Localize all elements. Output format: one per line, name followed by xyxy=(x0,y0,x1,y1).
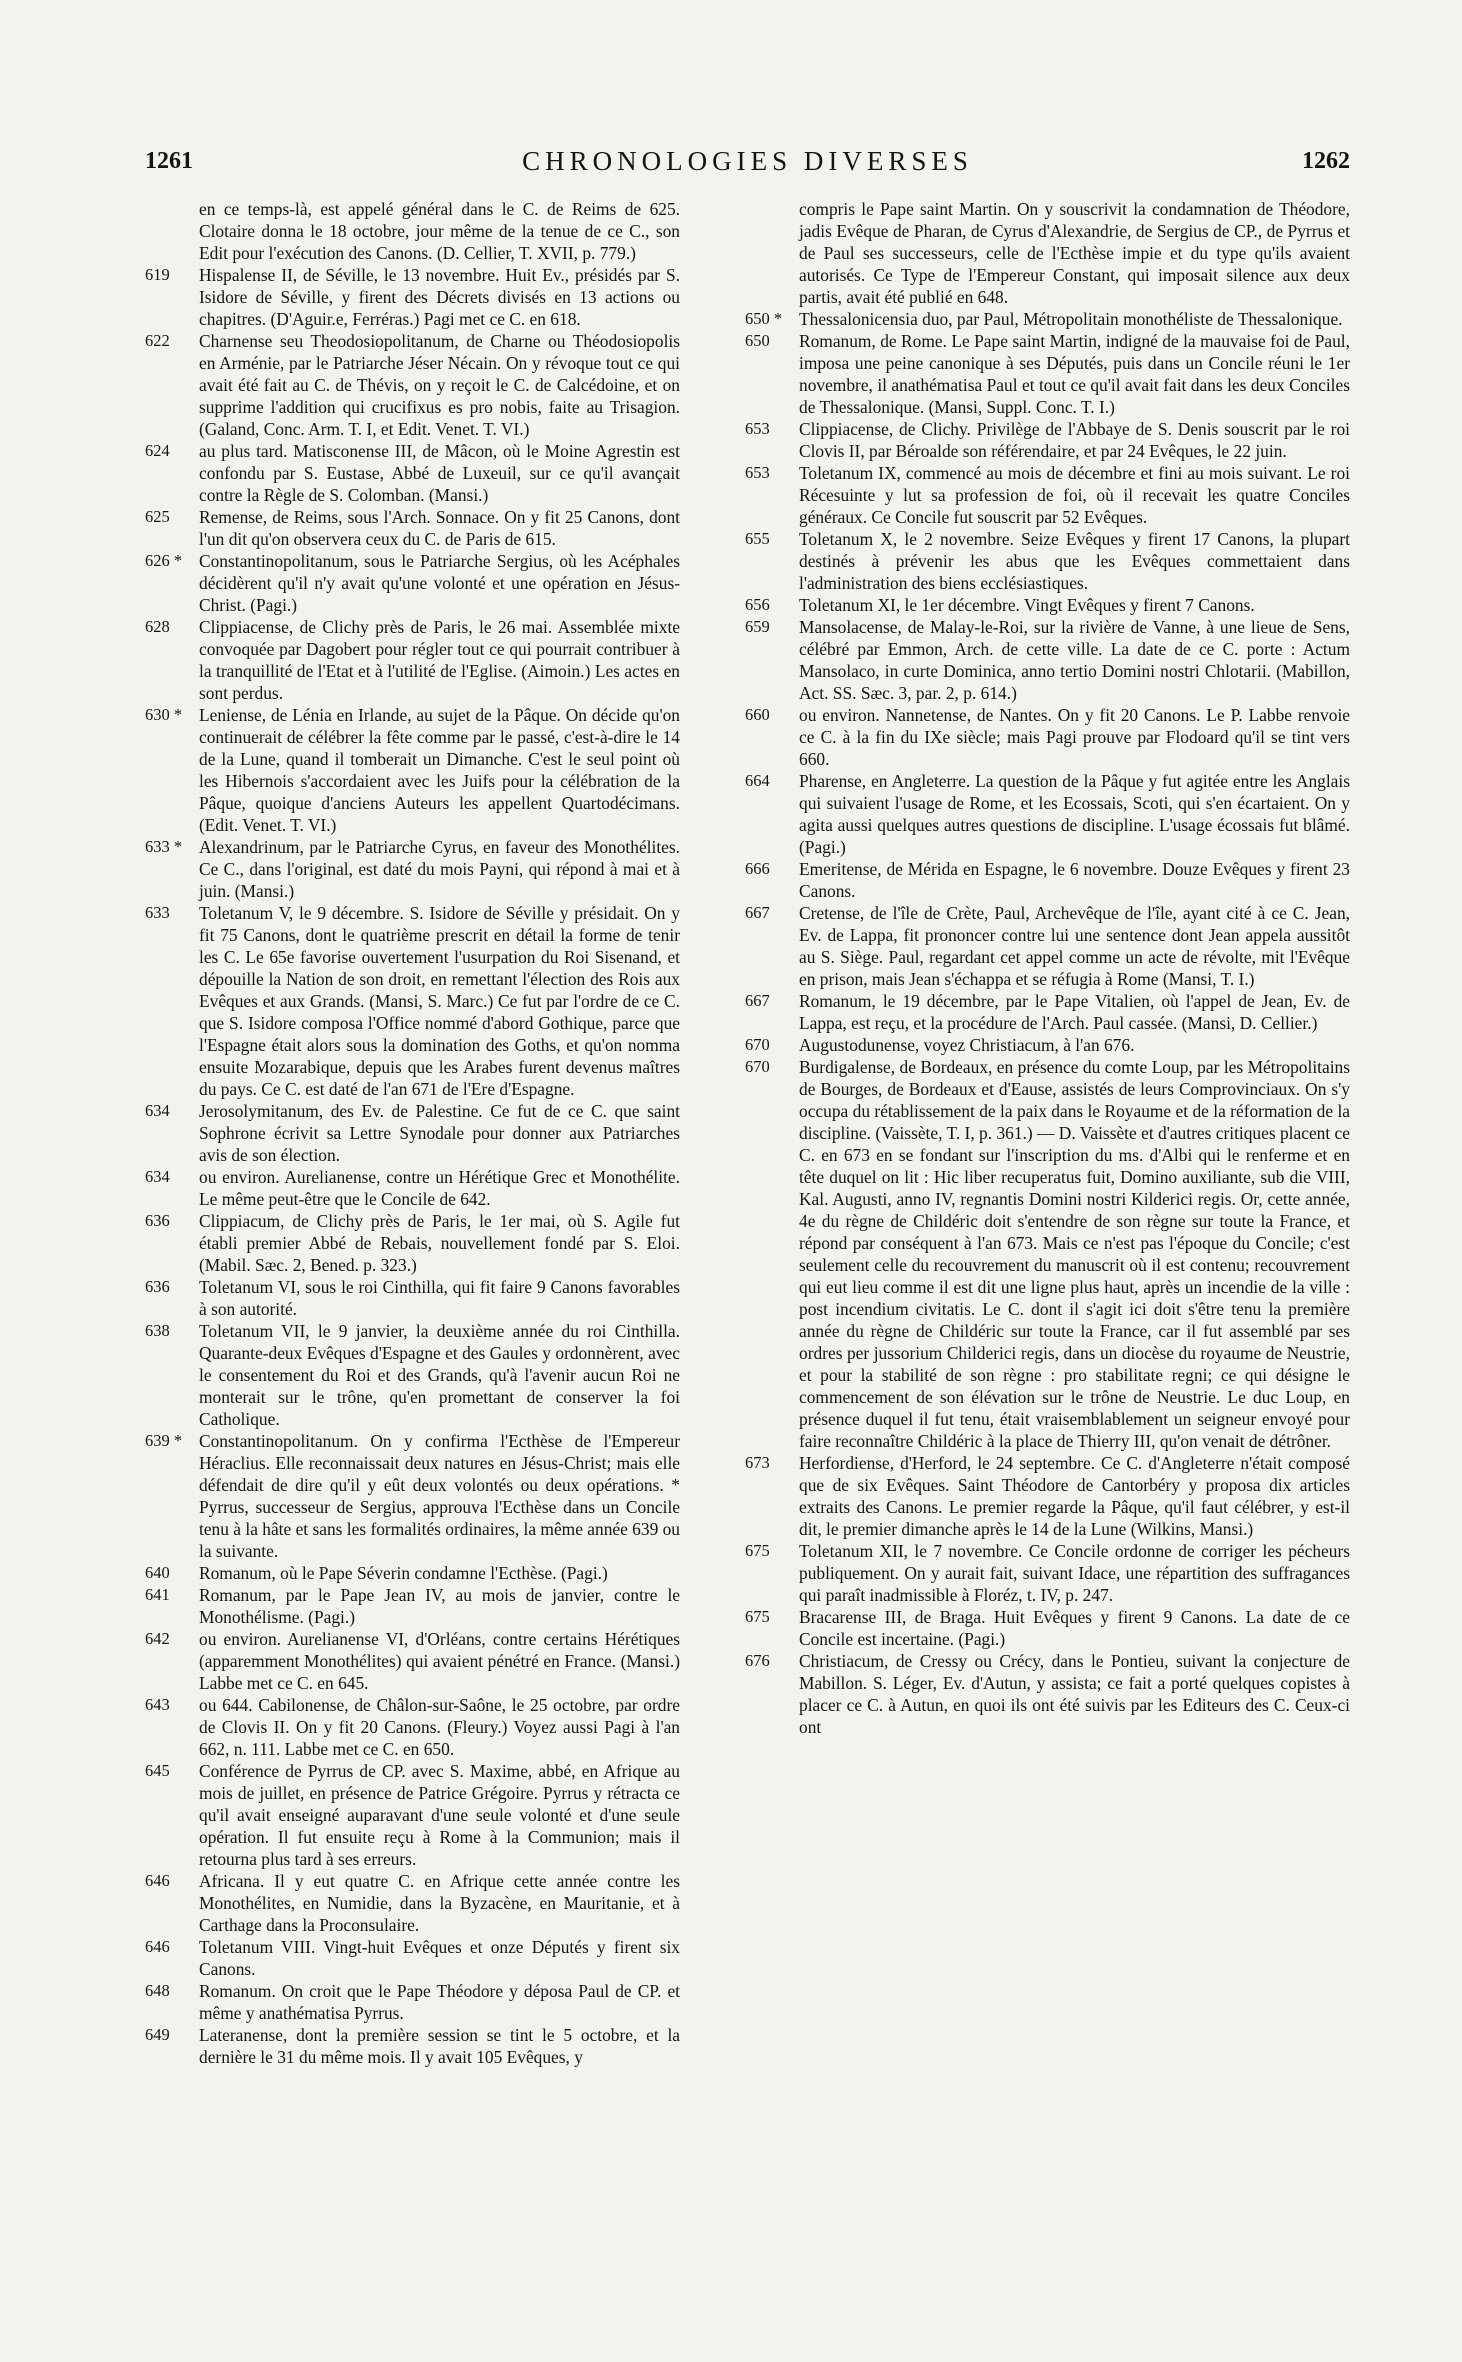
entry-text: Lateranense, dont la première session se tint le 5 octobre, et la dernière le 31 du même mois. Il y avait 105 Evêques, y xyxy=(199,2025,680,2067)
entry-year: 624 xyxy=(145,441,170,460)
council-entry xyxy=(145,1870,680,1936)
council-entry xyxy=(745,1056,1350,1452)
council-entry xyxy=(145,836,680,902)
council-entry xyxy=(145,1320,680,1430)
council-entry xyxy=(745,858,1350,902)
entry-text: Toletanum X, le 2 novembre. Seize Evêques y firent 17 Canons, la plupart destinés à prévenir les abus que les Evêques commettaient dans l'administration des biens ecclésiastiques. xyxy=(799,529,1350,593)
council-entry xyxy=(745,594,1350,616)
entry-text: Hispalense II, de Séville, le 13 novembre. Huit Ev., présidés par S. Isidore de Séville, y firent des Décrets divisés en 13 actions ou chapitres. (D'Aguir.e, Ferréras.) Pagi met ce C. en 618. xyxy=(199,265,680,329)
council-entry xyxy=(145,704,680,836)
entry-year: 638 xyxy=(145,1321,170,1340)
entry-year: 626 * xyxy=(145,551,183,570)
council-entry xyxy=(145,1210,680,1276)
council-entry xyxy=(745,770,1350,858)
entry-text: Clippiacense, de Clichy. Privilège de l'Abbaye de S. Denis souscrit par le roi Clovis II, par Béroalde son référendaire, et par 24 Evêques, le 22 juin. xyxy=(799,419,1350,461)
entry-text: Toletanum VIII. Vingt-huit Evêques et onze Députés y firent six Canons. xyxy=(199,1937,680,1979)
entry-year: 670 xyxy=(745,1057,770,1076)
entry-year: 634 xyxy=(145,1101,170,1120)
entry-text: compris le Pape saint Martin. On y souscrivit la condamnation de Théodore, jadis Evêque de Pharan, de Cyrus d'Alexandrie, de Sergius de CP., de Pyrrus et de Paul ses successeurs, celle de l'Ecthèse impie et du type qu'ils avaient autorisés. Ce Type de l'Empereur Constant, qui imposait silence aux deux partis, avait été publié en 648. xyxy=(799,199,1350,307)
entry-text: ou environ. Aurelianense VI, d'Orléans, contre certains Hérétiques (apparemment Monothélites) qui avaient pénétré en France. (Mansi.) Labbe met ce C. en 645. xyxy=(199,1629,680,1693)
entry-text: Herfordiense, d'Herford, le 24 septembre. Ce C. d'Angleterre n'était composé que de six Evêques. Saint Théodore de Cantorbéry y proposa dix articles extraits des Canons. Le premier regarde la Pâque, qu'il faut célébrer, y est-il dit, le premier dimanche après le 14 de la Lune (Wilkins, Mansi.) xyxy=(799,1453,1350,1539)
entry-year: 641 xyxy=(145,1585,170,1604)
council-entry xyxy=(145,440,680,506)
council-entry xyxy=(145,1760,680,1870)
council-entry xyxy=(745,418,1350,462)
council-entry xyxy=(145,1276,680,1320)
council-entry xyxy=(145,1166,680,1210)
council-entry xyxy=(745,198,1350,308)
entry-text: Romanum, où le Pape Séverin condamne l'Ecthèse. (Pagi.) xyxy=(199,1563,608,1583)
entry-year: 633 xyxy=(145,903,170,922)
entry-year: 649 xyxy=(145,2025,170,2044)
council-entry xyxy=(145,1980,680,2024)
entry-text: Toletanum VI, sous le roi Cinthilla, qui fit faire 9 Canons favorables à son autorité. xyxy=(199,1277,680,1319)
entry-year: 640 xyxy=(145,1563,170,1582)
council-entry xyxy=(145,1430,680,1562)
entry-year: 670 xyxy=(745,1035,770,1054)
entry-text: Pharense, en Angleterre. La question de la Pâque y fut agitée entre les Anglais qui suivaient l'usage de Rome, et les Ecossais, Scoti, qui s'en écartaient. On y agita aussi quelques autres questions de discipline. L'usage écossais fut blâmé. (Pagi.) xyxy=(799,771,1350,857)
entry-year: 650 * xyxy=(745,309,783,328)
entry-text: Romanum, par le Pape Jean IV, au mois de janvier, contre le Monothélisme. (Pagi.) xyxy=(199,1585,680,1627)
entry-year: 653 xyxy=(745,419,770,438)
page-header xyxy=(145,148,1350,188)
entry-text: Remense, de Reims, sous l'Arch. Sonnace. On y fit 25 Canons, dont l'un dit qu'on observera ceux du C. de Paris de 615. xyxy=(199,507,680,549)
entry-year: 643 xyxy=(145,1695,170,1714)
council-entry xyxy=(145,506,680,550)
entry-year: 660 xyxy=(745,705,770,724)
entry-year: 675 xyxy=(745,1607,770,1626)
entry-year: 673 xyxy=(745,1453,770,1472)
entry-year: 645 xyxy=(145,1761,170,1780)
council-entry xyxy=(145,550,680,616)
council-entry xyxy=(145,1100,680,1166)
council-entry xyxy=(145,1694,680,1760)
entry-year: 628 xyxy=(145,617,170,636)
entry-text: Toletanum V, le 9 décembre. S. Isidore de Séville y présidait. On y fit 75 Canons, dont le quatrième prescrit en détail la forme de tenir les C. Le 65e favorise ouvertement l'usurpation du Roi Sisenand, et dépouille la Nation de son droit, en remettant l'élection des Rois aux Evêques et aux Grands. (Mansi, S. Marc.) Ce fut par l'ordre de ce C. que S. Isidore composa l'Office nommé d'abord Gothique, parce que l'Espagne était alors sous la domination des Goths, et qu'on nomma ensuite Mozarabique, depuis que les Arabes furent devenus maîtres du pays. Ce C. est daté de l'an 671 de l'Ere d'Espagne. xyxy=(199,903,680,1099)
entry-text: ou 644. Cabilonense, de Châlon-sur-Saône, le 25 octobre, par ordre de Clovis II. On y fit 20 Canons. (Fleury.) Voyez aussi Pagi à l'an 662, n. 111. Labbe met ce C. en 650. xyxy=(199,1695,680,1759)
entry-text: Christiacum, de Cressy ou Crécy, dans le Pontieu, suivant la conjecture de Mabillon. S. Léger, Ev. d'Autun, y assista; ce fait a porté quelques copistes à placer ce C. à Autun, en quoi ils ont été suivis par les Editeurs des C. Ceux-ci ont xyxy=(799,1651,1350,1737)
council-entry xyxy=(745,308,1350,330)
entry-year: 666 xyxy=(745,859,770,878)
entry-year: 656 xyxy=(745,595,770,614)
entry-text: Constantinopolitanum. On y confirma l'Ecthèse de l'Empereur Héraclius. Elle reconnaissait deux natures en Jésus-Christ; mais elle défendait de dire qu'il y eût deux volontés ou deux opérations. * Pyrrus, successeur de Sergius, approuva l'Ecthèse dans un Concile tenu à la hâte et sans les formalités ordinaires, la même année 639 ou la suivante. xyxy=(199,1431,680,1561)
entry-text: Africana. Il y eut quatre C. en Afrique cette année contre les Monothélites, en Numidie, dans la Byzacène, en Mauritanie, et à Carthage dans la Proconsulaire. xyxy=(199,1871,680,1935)
entry-year: 648 xyxy=(145,1981,170,2000)
entry-year: 634 xyxy=(145,1167,170,1186)
entry-text: Bracarense III, de Braga. Huit Evêques y firent 9 Canons. La date de ce Concile est incertaine. (Pagi.) xyxy=(799,1607,1350,1649)
council-entry xyxy=(745,1540,1350,1606)
entry-text: Emeritense, de Mérida en Espagne, le 6 novembre. Douze Evêques y firent 23 Canons. xyxy=(799,859,1350,901)
council-entry xyxy=(745,1034,1350,1056)
council-entry xyxy=(145,2024,680,2068)
council-entry xyxy=(145,1562,680,1584)
entry-text: Clippiacum, de Clichy près de Paris, le 1er mai, où S. Agile fut établi premier Abbé de Rebais, nouvellement fondé par S. Eloi. (Mabil. Sæc. 2, Bened. p. 323.) xyxy=(199,1211,680,1275)
council-entry xyxy=(745,616,1350,704)
entry-text: Constantinopolitanum, sous le Patriarche Sergius, où les Acéphales décidèrent qu'il n'y avait qu'une volonté et une opération en Jésus-Christ. (Pagi.) xyxy=(199,551,680,615)
entry-year: 642 xyxy=(145,1629,170,1648)
council-entry xyxy=(745,330,1350,418)
council-entry xyxy=(145,1628,680,1694)
council-entry xyxy=(145,1936,680,1980)
entry-text: Leniense, de Lénia en Irlande, au sujet de la Pâque. On décide qu'on continuerait de célébrer la fête comme par le passé, c'est-à-dire le 14 de la Lune, quand il tomberait un Dimanche. C'est le seul point où les Hibernois s'accordaient avec les Juifs pour la célébration de la Pâque, quoique d'anciens Auteurs les appellent Quartodécimans. (Edit. Venet. T. VI.) xyxy=(199,705,680,835)
entry-text: ou environ. Nannetense, de Nantes. On y fit 20 Canons. Le P. Labbe renvoie ce C. à la fin du IXe siècle; mais Pagi prouve par Flodoard qu'il se tint vers 660. xyxy=(799,705,1350,769)
page-number-left: 1261 xyxy=(145,148,193,174)
page-number-right: 1262 xyxy=(1302,148,1350,174)
entry-text: ou environ. Aurelianense, contre un Hérétique Grec et Monothélite. Le même peut-être que le Concile de 642. xyxy=(199,1167,680,1209)
council-entry xyxy=(745,990,1350,1034)
council-entry xyxy=(145,264,680,330)
council-entry xyxy=(145,902,680,1100)
entry-text: Alexandrinum, par le Patriarche Cyrus, en faveur des Monothélites. Ce C., dans l'original, est daté du mois Payni, qui répond à mai et à juin. (Mansi.) xyxy=(199,837,680,901)
council-entry xyxy=(745,1452,1350,1540)
entry-text: Charnense seu Theodosiopolitanum, de Charne ou Théodosiopolis en Arménie, par le Patriarche Jéser Nécain. On y révoque tout ce qui avait été fait au C. de Thévis, on y reçoit le C. de Calcédoine, et on supprime l'addition qui crucifixus es pro nobis, faite au Trisagion. (Galand, Conc. Arm. T. I, et Edit. Venet. T. VI.) xyxy=(199,331,680,439)
entry-year: 636 xyxy=(145,1211,170,1230)
council-entry xyxy=(145,198,680,264)
entry-year: 659 xyxy=(745,617,770,636)
entry-text: Toletanum XI, le 1er décembre. Vingt Evêques y firent 7 Canons. xyxy=(799,595,1255,615)
council-entry xyxy=(745,704,1350,770)
entry-year: 667 xyxy=(745,991,770,1010)
council-entry xyxy=(145,330,680,440)
entry-year: 633 * xyxy=(145,837,183,856)
entry-year: 646 xyxy=(145,1871,170,1890)
entry-text: Clippiacense, de Clichy près de Paris, le 26 mai. Assemblée mixte convoquée par Dagobert pour régler tout ce qui pourrait contribuer à la tranquillité de l'Etat et à l'utilité de l'Eglise. (Aimoin.) Les actes en sont perdus. xyxy=(199,617,680,703)
council-entry xyxy=(145,616,680,704)
entry-year: 630 * xyxy=(145,705,183,724)
entry-text: Thessalonicensia duo, par Paul, Métropolitain monothéliste de Thessalonique. xyxy=(799,309,1343,329)
entry-year: 636 xyxy=(145,1277,170,1296)
entry-year: 653 xyxy=(745,463,770,482)
entry-text: au plus tard. Matisconense III, de Mâcon, où le Moine Agrestin est confondu par S. Eustase, Abbé de Luxeuil, sur ce qu'il avançait contre la Règle de S. Colomban. (Mansi.) xyxy=(199,441,680,505)
entry-year: 676 xyxy=(745,1651,770,1670)
entry-text: Cretense, de l'île de Crète, Paul, Archevêque de l'île, ayant cité à ce C. Jean, Ev. de Lappa, fit prononcer contre lui une sentence dont Jean appela aussitôt au S. Siège. Paul, regardant cet appel comme un acte de révolte, mit l'Evêque en prison, mais Jean s'échappa et se réfugia à Rome (Mansi, T. I.) xyxy=(799,903,1350,989)
entry-year: 650 xyxy=(745,331,770,350)
entry-text: Toletanum XII, le 7 novembre. Ce Concile ordonne de corriger les pécheurs publiquement. On y aurait fait, suivant Idace, une répartition des suffragances qui paraît inadmissible à Floréz, t. IV, p. 247. xyxy=(799,1541,1350,1605)
left-column xyxy=(145,198,680,2068)
entry-year: 655 xyxy=(745,529,770,548)
entry-text: Romanum, le 19 décembre, par le Pape Vitalien, où l'appel de Jean, Ev. de Lappa, est reçu, et la procédure de l'Arch. Paul cassée. (Mansi, D. Cellier.) xyxy=(799,991,1350,1033)
entry-text: Toletanum IX, commencé au mois de décembre et fini au mois suivant. Le roi Récesuinte y lut sa profession de foi, où il recevait les quatre Conciles généraux. Ce Concile fut souscrit par 52 Evêques. xyxy=(799,463,1350,527)
entry-year: 619 xyxy=(145,265,170,284)
entry-year: 625 xyxy=(145,507,170,526)
entry-text: Romanum, de Rome. Le Pape saint Martin, indigné de la mauvaise foi de Paul, imposa une peine canonique à ses Députés, puis dans un Concile réuni le 1er novembre, il anathématisa Paul et tout ce qu'il avait fait dans les deux Conciles de Thessalonique. (Mansi, Suppl. Conc. T. I.) xyxy=(799,331,1350,417)
entry-text: Burdigalense, de Bordeaux, en présence du comte Loup, par les Métropolitains de Bourges, de Bordeaux et d'Eause, assistés de leurs Comprovinciaux. On s'y occupa du rétablissement de la paix dans le Royaume et de la réformation de la discipline. (Vaissète, T. I, p. 361.) — D. Vaissète et d'autres critiques placent ce C. en 673 en se fondant sur l'inscription du ms. d'Albi qui le renferme et en tête duquel on lit : Hic liber recuperatus fuit, Domino auxiliante, sub die VIII, Kal. Augusti, anno IV, regnantis Domini nostri Kilderici regis. Or, cette année, 4e du règne de Childéric doit s'entendre de son règne sur toute la France, et répond par conséquent à l'an 673. Mais ce n'est pas l'époque du Concile; c'est seulement celle du recouvrement du manuscrit où il est contenu; recouvrement qui eut lieu comme il est dit une ligne plus haut, après un incendie de la ville : post incendium civitatis. Le C. dont il s'agit ici doit s'être tenu la première année du règne de Childéric sur toute la France, car il fut assemblé par ses ordres per jussorium Childerici regis, dans un diocèse du royaume de Neustrie, et pour la stabilité de son règne : pro stabilitate regni; ce qui désigne le commencement de son élévation sur le trône de Neustrie. Le duc Loup, en présence duquel il fut tenu, était vraisemblablement un seigneur envoyé pour faire reconnaître Childéric à la place de Thierry III, qu'on venait de détrôner. xyxy=(799,1057,1350,1451)
entry-year: 675 xyxy=(745,1541,770,1560)
entry-year: 667 xyxy=(745,903,770,922)
entry-year: 646 xyxy=(145,1937,170,1956)
entry-text: Conférence de Pyrrus de CP. avec S. Maxime, abbé, en Afrique au mois de juillet, en présence de Patrice Grégoire. Pyrrus y rétracta ce qu'il avait enseigné auparavant d'une seule volonté et d'une seule opération. Il fut ensuite reçu à Rome à la Communion; mais il retourna plus tard à ses erreurs. xyxy=(199,1761,680,1869)
entry-text: en ce temps-là, est appelé général dans le C. de Reims de 625. Clotaire donna le 18 octobre, jour même de la tenue de ce C., son Edit pour l'exécution des Canons. (D. Cellier, T. XVII, p. 779.) xyxy=(199,199,680,263)
entry-text: Romanum. On croit que le Pape Théodore y déposa Paul de CP. et même y anathématisa Pyrrus. xyxy=(199,1981,680,2023)
entry-year: 664 xyxy=(745,771,770,790)
right-column xyxy=(745,198,1350,1738)
entry-year: 622 xyxy=(145,331,170,350)
council-entry xyxy=(745,528,1350,594)
page-title: CHRONOLOGIES DIVERSES xyxy=(522,146,973,176)
entry-text: Augustodunense, voyez Christiacum, à l'an 676. xyxy=(799,1035,1135,1055)
entry-text: Jerosolymitanum, des Ev. de Palestine. Ce fut de ce C. que saint Sophrone écrivit sa Lettre Synodale pour donner aux Patriarches avis de son élection. xyxy=(199,1101,680,1165)
council-entry xyxy=(745,1650,1350,1738)
entry-text: Mansolacense, de Malay-le-Roi, sur la rivière de Vanne, à une lieue de Sens, célébré par Emmon, Arch. de cette ville. La date de ce C. porte : Actum Mansolaco, in curte Dominica, anno tertio Domini nostri Chlotarii. (Mabillon, Act. SS. Sæc. 3, par. 2, p. 614.) xyxy=(799,617,1350,703)
council-entry xyxy=(745,1606,1350,1650)
council-entry xyxy=(145,1584,680,1628)
entry-text: Toletanum VII, le 9 janvier, la deuxième année du roi Cinthilla. Quarante-deux Evêques d'Espagne et des Gaules y ordonnèrent, avec le consentement du Roi et des Grands, qu'à l'avenir aucun Roi ne monterait sur le trône, qu'en promettant de conserver la foi Catholique. xyxy=(199,1321,680,1429)
council-entry xyxy=(745,902,1350,990)
entry-year: 639 * xyxy=(145,1431,183,1450)
council-entry xyxy=(745,462,1350,528)
